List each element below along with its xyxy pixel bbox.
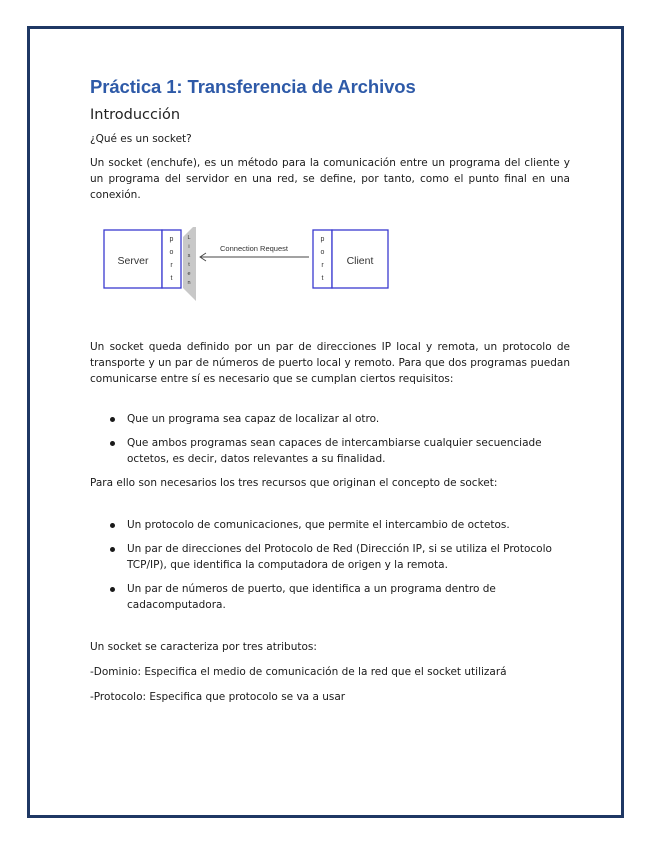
paragraph-attributes-intro: Un socket se caracteriza por tres atributos: <box>90 641 317 653</box>
client-label: Client <box>346 255 374 267</box>
server-label: Server <box>117 255 149 267</box>
requirements-list <box>90 411 570 467</box>
paragraph-resources-intro: Para ello son necesarios los tres recursos que originan el concepto de socket: <box>90 477 498 489</box>
socket-diagram-svg <box>90 227 570 329</box>
section-heading: Introducción <box>90 107 181 123</box>
server-port-letter: o <box>169 249 174 256</box>
listen-letter: L <box>187 235 191 241</box>
client-port-letter: p <box>320 236 325 243</box>
paragraph-socket-definition: Un socket queda definido por un par de direcciones IP local y remota, un protocolo de transporte y un par de números de puerto local y remoto. Para que dos programas puedan comunicarse entre sí es necesario que se cumplan ciertos requisitos: <box>90 341 570 385</box>
page-title: Práctica 1: Transferencia de Archivos <box>90 76 416 97</box>
client-port-letter: o <box>320 249 325 256</box>
listen-letter: s <box>187 253 191 259</box>
client-port-letter: t <box>321 275 324 282</box>
server-port-letter: t <box>170 275 173 282</box>
list-item: Un protocolo de comunicaciones, que permite el intercambio de octetos. <box>108 517 570 533</box>
attribute-protocol: -Protocolo: Especifica que protocolo se va a usar <box>90 691 346 703</box>
document-body <box>90 76 570 705</box>
listen-letter: t <box>188 262 190 268</box>
connection-request-label: Connection Request <box>220 244 288 253</box>
server-port-letter: r <box>170 262 173 269</box>
list-item: Un par de números de puerto, que identifica a un programa dentro de cadacomputadora. <box>108 581 570 613</box>
list-item: Que ambos programas sean capaces de intercambiarse cualquier secuenciade octetos, es decir, datos relevantes a su finalidad. <box>108 435 570 467</box>
listen-letter: e <box>187 271 191 277</box>
listen-letter: i <box>188 244 190 250</box>
attribute-domain: -Dominio: Especifica el medio de comunicación de la red que el socket utilizará <box>90 666 507 678</box>
list-item: Que un programa sea capaz de localizar al otro. <box>108 411 570 427</box>
listen-letter: n <box>187 280 191 286</box>
socket-diagram <box>90 227 570 329</box>
resources-list <box>90 517 570 613</box>
server-port-letter: p <box>169 236 174 243</box>
client-port-letter: r <box>321 262 324 269</box>
list-item: Un par de direcciones del Protocolo de Red (Dirección IP, si se utiliza el Protocolo TCP/IP), que identifica la computadora de origen y la remota. <box>108 541 570 573</box>
paragraph-definition: Un socket (enchufe), es un método para la comunicación entre un programa del cliente y un programa del servidor en una red, se define, por tanto, como el punto final en una conexión. <box>90 157 570 201</box>
question-heading: ¿Qué es un socket? <box>90 133 192 145</box>
